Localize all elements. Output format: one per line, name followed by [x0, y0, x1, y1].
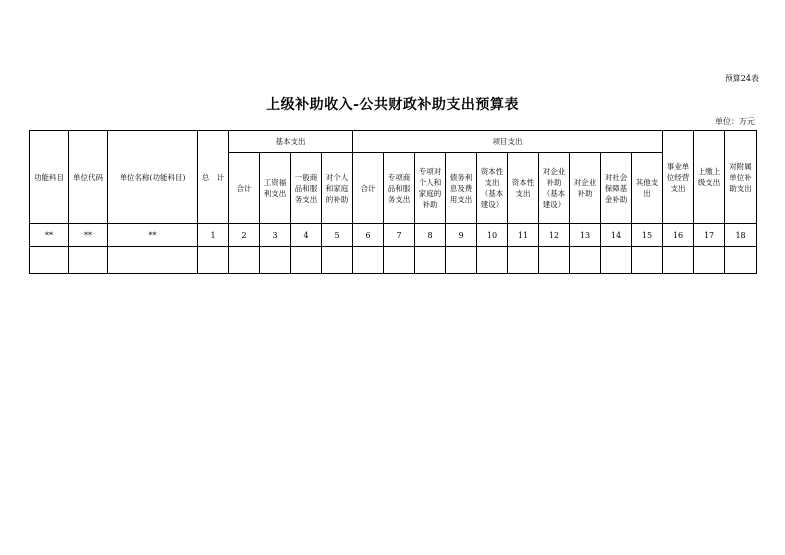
form-number: 预算24表: [724, 74, 759, 83]
table-cell: [291, 247, 322, 274]
index-cell: 1: [198, 224, 229, 247]
header-total: 总 计: [198, 131, 229, 224]
table-cell: [415, 247, 446, 274]
header-project-expenditure: 项目支出: [353, 131, 663, 153]
index-cell: 8: [415, 224, 446, 247]
index-cell: 7: [384, 224, 415, 247]
table-cell: [508, 247, 539, 274]
index-cell: 2: [229, 224, 260, 247]
header-unit-name: 单位名称(功能科目): [108, 131, 198, 224]
table-cell: [198, 247, 229, 274]
index-cell: 11: [508, 224, 539, 247]
header-project-enterprise-subsidy: 对企业补助: [570, 153, 601, 224]
table-cell: [30, 247, 69, 274]
table-cell: [69, 247, 108, 274]
index-cell: 14: [601, 224, 632, 247]
index-cell: **: [30, 224, 69, 247]
header-project-capital: 资本性支出: [508, 153, 539, 224]
table-cell: [108, 247, 198, 274]
table-cell: [477, 247, 508, 274]
header-basic-goods-services: 一般商品和服务支出: [291, 153, 322, 224]
index-cell: 4: [291, 224, 322, 247]
table-cell: [601, 247, 632, 274]
table-cell: [725, 247, 757, 274]
index-cell: 17: [694, 224, 725, 247]
index-cell: 5: [322, 224, 353, 247]
header-unit-code: 单位代码: [69, 131, 108, 224]
index-cell: 12: [539, 224, 570, 247]
table-cell: [570, 247, 601, 274]
index-cell: 10: [477, 224, 508, 247]
page-title: 上级补助收入-公共财政补助支出预算表: [266, 97, 519, 113]
index-cell: 3: [260, 224, 291, 247]
header-project-enterprise-construction: 对企业补助（基本建设）: [539, 153, 570, 224]
index-cell: 9: [446, 224, 477, 247]
table-cell: [229, 247, 260, 274]
table-cell: [694, 247, 725, 274]
table-cell: [539, 247, 570, 274]
header-payment-to-superior: 上缴上级支出: [694, 131, 725, 224]
header-project-social-security: 对社会保障基金补助: [601, 153, 632, 224]
index-row: [30, 224, 757, 247]
header-basic-salary: 工资福利支出: [260, 153, 291, 224]
index-cell: **: [69, 224, 108, 247]
index-cell: 15: [632, 224, 663, 247]
index-cell: **: [108, 224, 198, 247]
data-row-empty: [30, 247, 757, 274]
header-function-subject: 功能科目: [30, 131, 69, 224]
header-basic-household-subsidy: 对个人和家庭的补助: [322, 153, 353, 224]
header-project-other: 其他支出: [632, 153, 663, 224]
table-cell: [260, 247, 291, 274]
header-project-goods-services: 专项商品和服务支出: [384, 153, 415, 224]
header-basic-subtotal: 合计: [229, 153, 260, 224]
header-business-unit-operating: 事业单位经营支出: [663, 131, 694, 224]
index-cell: 18: [725, 224, 757, 247]
table-cell: [446, 247, 477, 274]
header-project-capital-construction: 资本性支出（基本建设）: [477, 153, 508, 224]
table-cell: [322, 247, 353, 274]
header-project-household-subsidy: 专项对个人和家庭的补助: [415, 153, 446, 224]
budget-table: [29, 130, 757, 274]
index-cell: 13: [570, 224, 601, 247]
table-cell: [353, 247, 384, 274]
header-subsidy-to-affiliates: 对附属单位补助支出: [725, 131, 757, 224]
index-cell: 16: [663, 224, 694, 247]
table-cell: [663, 247, 694, 274]
header-project-subtotal: 合计: [353, 153, 384, 224]
index-cell: 6: [353, 224, 384, 247]
header-project-debt-interest: 债务利息及费用支出: [446, 153, 477, 224]
table-cell: [384, 247, 415, 274]
table-cell: [632, 247, 663, 274]
unit-label: 单位：万元: [715, 117, 755, 126]
header-row-groups: [30, 131, 757, 153]
header-basic-expenditure: 基本支出: [229, 131, 353, 153]
